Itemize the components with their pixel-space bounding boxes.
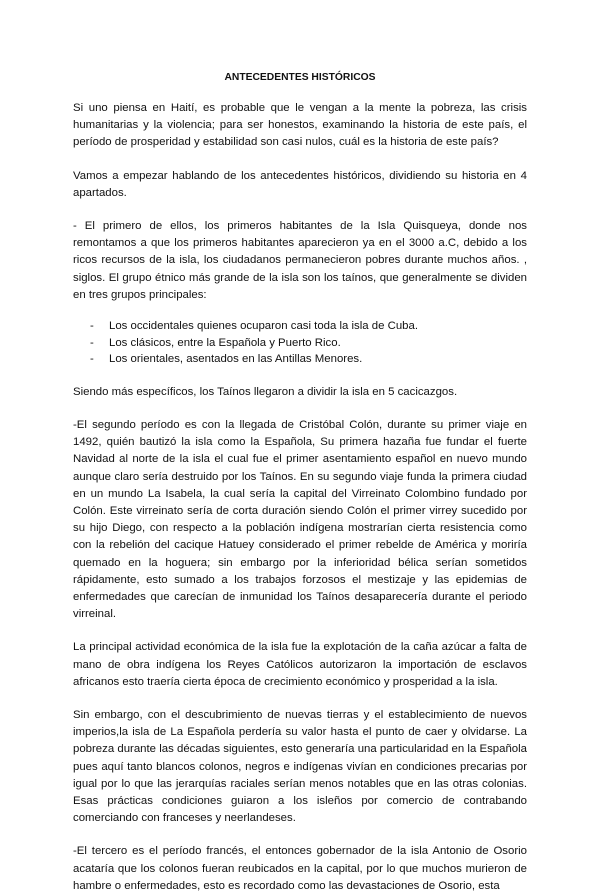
paragraph-decline: Sin embargo, con el descubrimiento de nuevas tierras y el establecimiento de nuevos imperios,la isla de La Española perdería su valor hasta el punto de caer y olvidarse. La pobreza durante las décadas siguientes, esto generaría una particularidad en la Española pues aquí tanto blancos colonos, negros e indígenas vivían en condiciones precarias por igual por lo que las jerarquías raciales serían menos notables que en las otras colonias. Esas prácticas condiciones guiaron a los isleños por comercio de contrabando comerciando con franceses y neerlandeses.	[73, 709, 527, 825]
list-item	[73, 351, 527, 368]
paragraph-economy: La principal actividad económica de la isla fue la explotación de la caña azúcar a falta de mano de obra indígena los Reyes Católicos autorizaron la importación de esclavos africanos esto traería cierta época de crecimiento económico y prosperidad a la isla.	[73, 641, 527, 688]
paragraph-second-period: -El segundo período es con la llegada de Cristóbal Colón, durante su primer viaje en 1492, quién bautizó la isla como la Española, Su primera hazaña fue fundar el fuerte Navidad al norte de la isla el cual fue el primer asentamiento español en nuevo mundo aunque claro sería destruido por los Taínos. En su segundo viaje funda la primera ciudad en un mundo La Isabela, la cual sería la capital del Virreinato Colombino fundado por Colón. Este virreinato sería de corta duración siendo Colón el primer virrey sucedido por su hijo Diego, con respecto a la población indígena mostrarían cierta resistencia como con la rebelión del cacique Hatuey considerado el primer rebelde de América y moriría quemado en la hoguera; sin embargo por la inferioridad bélica serían sometidos rápidamente, esto sumado a los trabajos forzosos el mestizaje y las epidemias de enfermedades que carecían de inmunidad los Taínos desaparecería durante el periodo virreinal.	[73, 419, 527, 621]
list-marker: -	[90, 336, 94, 349]
list-item-text: Los occidentales quienes ocuparon casi toda la isla de Cuba.	[109, 320, 419, 333]
list-item-text: Los clásicos, entre la Española y Puerto Rico.	[109, 336, 341, 349]
paragraph-third-period: -El tercero es el período francés, el entonces gobernador de la isla Antonio de Osorio acataría que los colonos fueran reubicados en la capital, por lo que muchos murieron de hambre o enfermedades, esto es recordado como las devastaciones de Osorio, esta	[73, 845, 527, 892]
list-item-text: Los orientales, asentados en las Antillas Menores.	[109, 353, 363, 366]
list-item	[73, 335, 527, 352]
list-marker: -	[90, 353, 94, 366]
paragraph-overview: Vamos a empezar hablando de los antecedentes históricos, dividiendo su historia en 4 apartados.	[73, 169, 527, 199]
list-marker: -	[90, 320, 94, 333]
paragraph-intro: Si uno piensa en Haití, es probable que le vengan a la mente la pobreza, las crisis humanitarias y la violencia; para ser honestos, examinando la historia de este país, el período de prosperidad y estabilidad son casi nulos, cuál es la historia de este país?	[73, 102, 527, 149]
document-title: ANTECEDENTES HISTÓRICOS	[224, 72, 376, 83]
taino-groups-list	[73, 318, 527, 368]
list-item	[73, 318, 527, 335]
paragraph-cacicazgos: Siendo más específicos, los Taínos llegaron a dividir la isla en 5 cacicazgos.	[73, 385, 458, 398]
paragraph-first-period: - El primero de ellos, los primeros habitantes de la Isla Quisqueya, donde nos remontamos a que los primeros habitantes aparecieron ya en el 3000 a.C, debido a los ricos recursos de la isla, los ciudadanos permanecieron pobres durante muchos años. , siglos. El grupo étnico más grande de la isla son los taínos, que generalmente se dividen en tres grupos principales:	[73, 220, 527, 301]
